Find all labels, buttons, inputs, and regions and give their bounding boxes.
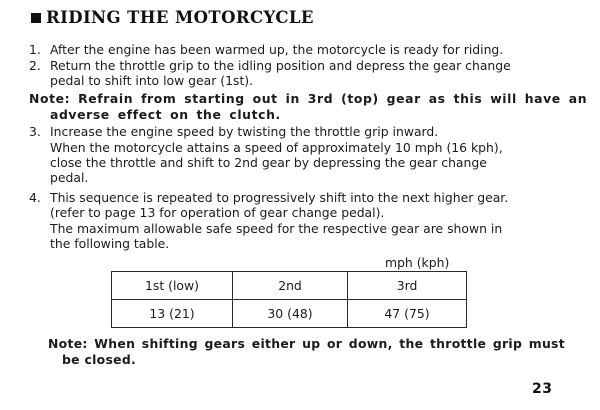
header-cell-1st: 1st (low) (112, 272, 233, 300)
header-cell-3rd: 3rd (348, 272, 467, 300)
step-1-number: 1. (29, 42, 41, 57)
header-cell-2nd: 2nd (233, 272, 348, 300)
note-1-line-1: Note: Refrain from starting out in 3rd (top) gear as this will have an (29, 91, 588, 106)
step-4-line-2: (refer to page 13 for operation of gear change pedal). (50, 205, 385, 220)
step-4-number: 4. (29, 190, 41, 205)
note-1-line-2: adverse effect on the clutch. (50, 107, 281, 122)
heading-text: RIDING THE MOTORCYCLE (46, 8, 314, 27)
step-2-line-1: Return the throttle grip to the idling position and depress the gear change (50, 58, 511, 73)
page-number: 23 (532, 381, 553, 397)
step-3-line-1: Increase the engine speed by twisting the throttle grip inward. (50, 124, 439, 139)
step-3-number: 3. (29, 124, 41, 139)
step-2-number: 2. (29, 58, 41, 73)
table-unit-label: mph (kph) (385, 255, 450, 270)
table-value-row (112, 300, 467, 328)
note-2-line-2: be closed. (62, 352, 137, 367)
step-4-line-1: This sequence is repeated to progressively shift into the next higher gear. (50, 190, 509, 205)
value-cell-3rd: 47 (75) (348, 300, 467, 328)
gear-speed-table (111, 271, 467, 328)
section-heading (31, 8, 314, 27)
note-2-line-1: Note: When shifting gears either up or down, the throttle grip must (48, 336, 565, 351)
step-1-line-1: After the engine has been warmed up, the motorcycle is ready for riding. (50, 42, 504, 57)
step-3-line-3: close the throttle and shift to 2nd gear by depressing the gear change (50, 155, 487, 170)
table-header-row (112, 272, 467, 300)
value-cell-2nd: 30 (48) (233, 300, 348, 328)
step-4-line-4: the following table. (50, 236, 170, 251)
step-3-line-4: pedal. (50, 170, 89, 185)
step-2-line-2: pedal to shift into low gear (1st). (50, 73, 254, 88)
square-bullet-icon (31, 13, 41, 23)
value-cell-1st: 13 (21) (112, 300, 233, 328)
step-4-line-3: The maximum allowable safe speed for the respective gear are shown in (50, 221, 503, 236)
step-3-line-2: When the motorcycle attains a speed of approximately 10 mph (16 kph), (50, 140, 503, 155)
